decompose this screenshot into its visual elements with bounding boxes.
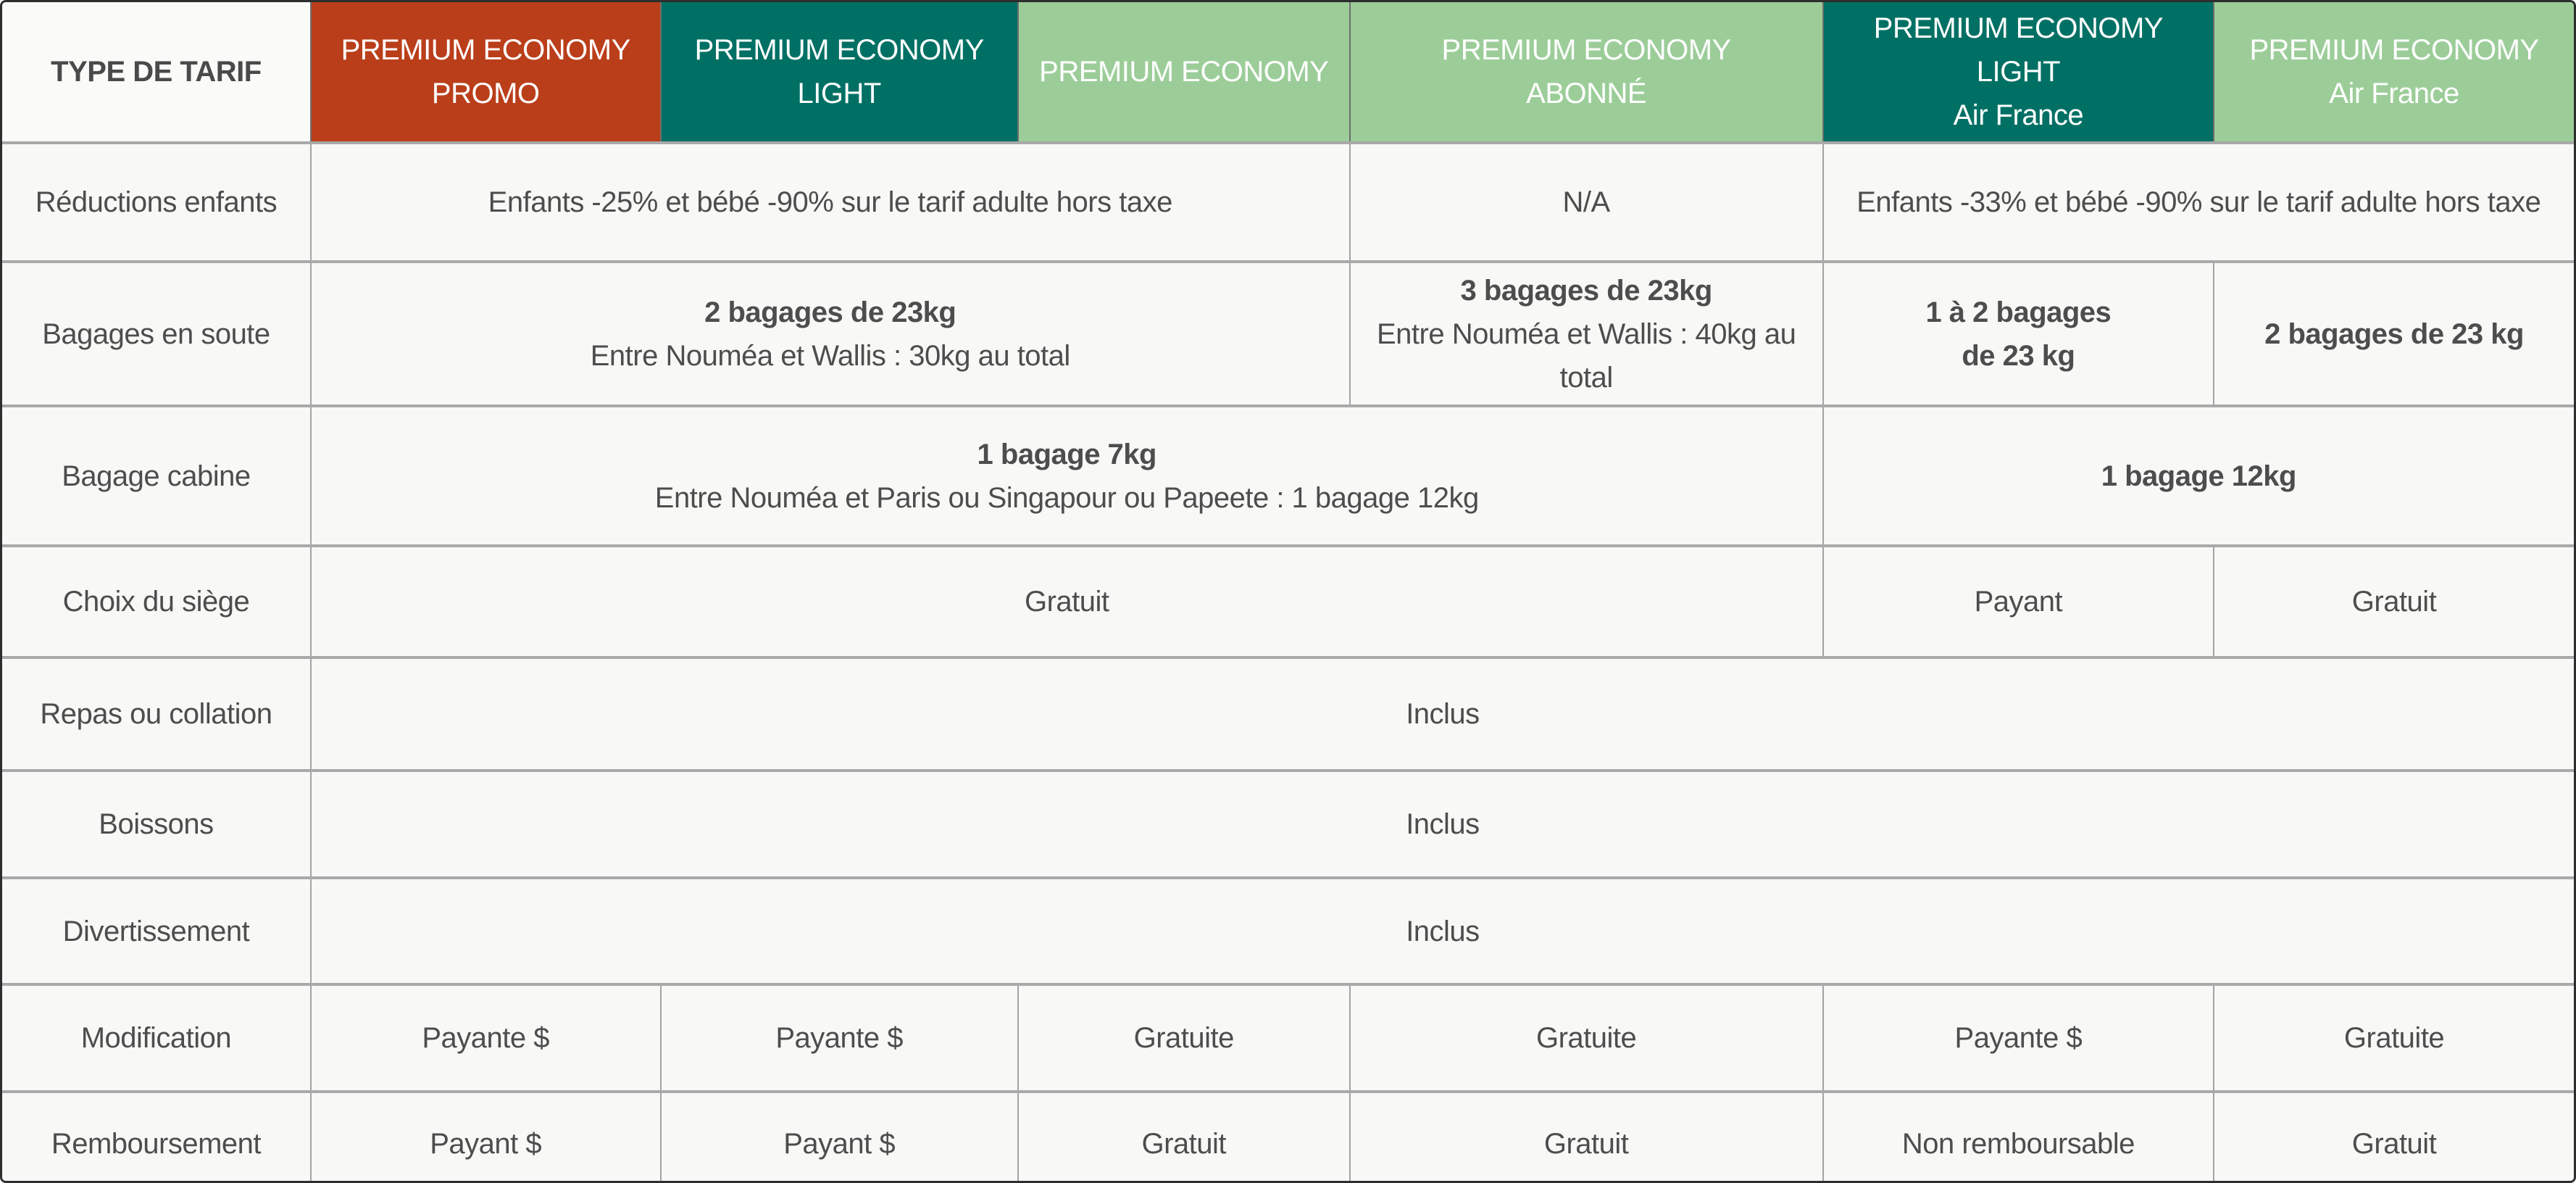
cell-text-line: Entre Nouméa et Wallis : 30kg au total [590, 339, 1070, 372]
fare-cell [311, 1092, 661, 1183]
cell-text-line: Gratuite [1133, 1022, 1234, 1054]
row-label: Modification [2, 984, 311, 1092]
fare-cell [1350, 143, 1823, 262]
column-header-premium-economy-light-air-france [1823, 2, 2214, 143]
fare-cell [1018, 1092, 1350, 1183]
fare-cell [1350, 1092, 1823, 1183]
fare-cell [2214, 262, 2574, 406]
fare-cell [311, 406, 1823, 546]
cell-text-line: Gratuit [2351, 586, 2437, 618]
row-label: Remboursement [2, 1092, 311, 1183]
fare-cell [311, 771, 2574, 878]
column-header-premium-economy-promo [311, 2, 661, 143]
column-header-line: TYPE DE TARIF [51, 56, 262, 88]
row-label: Repas ou collation [2, 657, 311, 771]
fare-cell [1823, 406, 2574, 546]
fare-cell [2214, 984, 2574, 1092]
cell-text-line: 2 bagages de 23kg [704, 296, 956, 328]
fare-cell [661, 984, 1018, 1092]
column-header-line: ABONNÉ [1526, 78, 1647, 109]
table-row [2, 143, 2574, 262]
fare-cell [2214, 1092, 2574, 1183]
row-label: Divertissement [2, 878, 311, 984]
column-header-line: LIGHT [797, 78, 881, 109]
fare-cell [1823, 143, 2574, 262]
row-label: Boissons [2, 771, 311, 878]
fare-cell [311, 878, 2574, 984]
column-header-premium-economy-light [661, 2, 1018, 143]
column-header-premium-economy-air-france [2214, 2, 2574, 143]
fare-cell [311, 546, 1823, 657]
fare-cell [1350, 984, 1823, 1092]
column-header-premium-economy-abonne [1350, 2, 1823, 143]
table-row [2, 878, 2574, 984]
table-row [2, 984, 2574, 1092]
column-header-line: PREMIUM ECONOMY [341, 34, 630, 66]
table-row [2, 262, 2574, 406]
cell-text-line: 1 bagage 7kg [977, 438, 1156, 470]
cell-text-line: Gratuite [1536, 1022, 1637, 1054]
cell-text-line: Entre Nouméa et Paris ou Singapour ou Papeete : 1 bagage 12kg [654, 481, 1479, 514]
cell-text-line: Enfants -25% et bébé -90% sur le tarif adulte hors taxe [488, 186, 1172, 218]
fare-cell [1823, 546, 2214, 657]
cell-text-line: Enfants -33% et bébé -90% sur le tarif adulte hors taxe [1856, 186, 2541, 218]
fare-cell [1018, 984, 1350, 1092]
column-header-line: PREMIUM ECONOMY [1441, 34, 1731, 66]
column-header-type-de-tarif [2, 2, 311, 143]
column-header-premium-economy [1018, 2, 1350, 143]
row-label: Bagage cabine [2, 406, 311, 546]
fare-cell [311, 657, 2574, 771]
column-header-line: PREMIUM ECONOMY [694, 34, 984, 66]
fare-cell [1350, 262, 1823, 406]
cell-text-line: N/A [1562, 186, 1610, 218]
cell-text-line: Gratuit [1543, 1128, 1629, 1160]
table-row [2, 546, 2574, 657]
cell-text-line: Inclus [1406, 808, 1480, 840]
cell-text-line: Payante $ [422, 1022, 550, 1054]
fare-cell [311, 984, 661, 1092]
column-header-line: PREMIUM ECONOMY LIGHT [1873, 12, 2163, 88]
fare-cell [1823, 984, 2214, 1092]
cell-text-line: 2 bagages de 23 kg [2264, 317, 2524, 350]
fare-cell [1823, 262, 2214, 406]
cell-text-line: 1 à 2 bagages [1925, 296, 2112, 328]
fare-cell [1823, 1092, 2214, 1183]
row-label: Réductions enfants [2, 143, 311, 262]
cell-text-line: Gratuit [2351, 1128, 2437, 1160]
fare-cell [311, 262, 1350, 406]
fare-comparison-table [2, 2, 2574, 1183]
fare-cell [2214, 546, 2574, 657]
table-row [2, 657, 2574, 771]
cell-text-line: Payant $ [430, 1128, 542, 1160]
cell-text-line: 3 bagages de 23kg [1460, 274, 1712, 307]
table-row [2, 1092, 2574, 1183]
cell-text-line: Payante $ [1954, 1022, 2083, 1054]
row-label: Bagages en soute [2, 262, 311, 406]
column-header-line: PREMIUM ECONOMY [2249, 34, 2539, 66]
cell-text-line: Payant $ [783, 1128, 896, 1160]
cell-text-line: de 23 kg [1962, 339, 2075, 372]
row-label: Choix du siège [2, 546, 311, 657]
column-header-line: Air France [2329, 78, 2459, 109]
cell-text-line: Gratuite [2343, 1022, 2445, 1054]
fare-cell [311, 143, 1350, 262]
cell-text-line: Non remboursable [1901, 1128, 2135, 1160]
cell-text-line: Entre Nouméa et Wallis : 40kg au total [1376, 317, 1796, 394]
cell-text-line: Inclus [1406, 915, 1480, 947]
cell-text-line: Inclus [1406, 698, 1480, 730]
header-row [2, 2, 2574, 143]
cell-text-line: Payant [1974, 586, 2063, 618]
cell-text-line: Gratuit [1024, 586, 1109, 618]
column-header-line: PROMO [431, 78, 540, 109]
column-header-line: PREMIUM ECONOMY [1039, 56, 1329, 88]
column-header-line: Air France [1953, 99, 2084, 131]
table-row [2, 771, 2574, 878]
fare-cell [661, 1092, 1018, 1183]
cell-text-line: 1 bagage 12kg [2101, 460, 2296, 492]
cell-text-line: Gratuit [1141, 1128, 1226, 1160]
table-row [2, 406, 2574, 546]
cell-text-line: Payante $ [775, 1022, 903, 1054]
